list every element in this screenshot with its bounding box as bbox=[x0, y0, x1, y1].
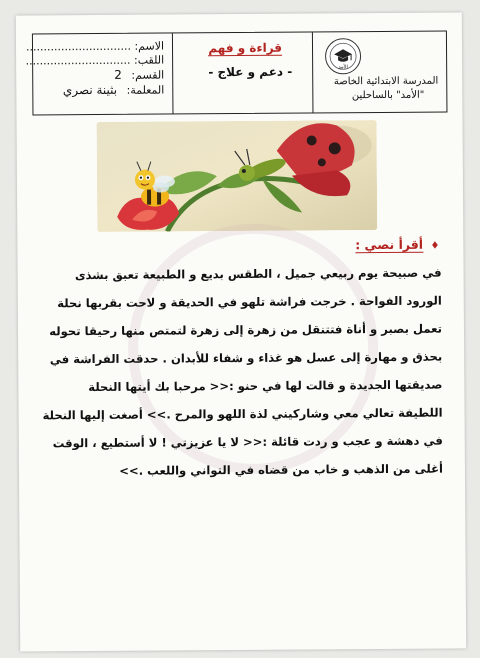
passage-line: صديقتها الجديدة و قالت لها في حنو :<< مرحبا بك أيتها النحلة bbox=[88, 377, 443, 395]
passage-line: في صبيحة يوم ربيعي جميل ، الطقس بديع و الطبيعة تعبق بشذى bbox=[74, 265, 442, 283]
passage-heading-text: أقرأ نصي : bbox=[355, 236, 424, 253]
worksheet-page bbox=[16, 12, 466, 651]
passage-heading bbox=[355, 237, 439, 253]
passage-line: بحذق و مهارة إلى عسل هو غذاء و شفاء للأبدان . حدقت الفراشة في bbox=[49, 349, 443, 367]
passage-line: الورود الفواحة . خرجت فراشة تلهو في الحديقة و لاحت بقربها نحلة bbox=[57, 293, 442, 311]
school-name-line2: "الأمد" بالساحلين bbox=[351, 89, 425, 102]
name-label: الاسم: bbox=[134, 39, 165, 53]
subject-subtitle: - دعم و علاج - bbox=[208, 64, 293, 80]
diamond-bullet-icon: ♦ bbox=[430, 240, 440, 252]
subject-title: قراءة و فهم bbox=[208, 40, 283, 56]
teacher-value: بثينة نصري bbox=[62, 82, 118, 98]
surname-field bbox=[25, 53, 165, 69]
name-blank: .............................. bbox=[25, 39, 131, 54]
worksheet-header bbox=[25, 31, 448, 116]
section-value: 2 bbox=[114, 67, 122, 82]
student-info-box bbox=[25, 33, 174, 114]
reading-passage bbox=[42, 259, 444, 486]
teacher-field bbox=[41, 83, 164, 99]
section-label: القسم: bbox=[131, 68, 165, 82]
surname-blank: .............................. bbox=[25, 53, 131, 68]
section-field bbox=[41, 68, 164, 84]
passage-line: تعمل بصبر و أناة فتتنقل من زهرة إلى زهرة لتمتص منها رحيقا تحوله bbox=[49, 321, 443, 339]
subject-box bbox=[173, 32, 314, 113]
passage-line: أغلى من الذهب و خاب من قضاه في التواني واللعب .>> bbox=[119, 461, 444, 478]
passage-line: في دهشة و عجب و ردت قائلة :<< لا يا عزيزتي ! لا أستطيع ، الوقت bbox=[52, 433, 443, 451]
school-logo-icon bbox=[325, 38, 361, 74]
school-name-line1: المدرسة الابتدائية الخاصة bbox=[333, 75, 439, 88]
passage-line: اللطيفة تعالي معي وشاركيني لذة اللهو والمرح .>> أصغت إليها النحلة bbox=[42, 405, 443, 423]
bee-butterfly-illustration bbox=[97, 120, 378, 232]
surname-label: اللقب: bbox=[133, 53, 165, 67]
svg-text:الأمد: الأمد bbox=[338, 64, 348, 71]
teacher-label: المعلمة: bbox=[126, 83, 165, 97]
school-box bbox=[313, 32, 447, 113]
name-field bbox=[25, 39, 165, 55]
